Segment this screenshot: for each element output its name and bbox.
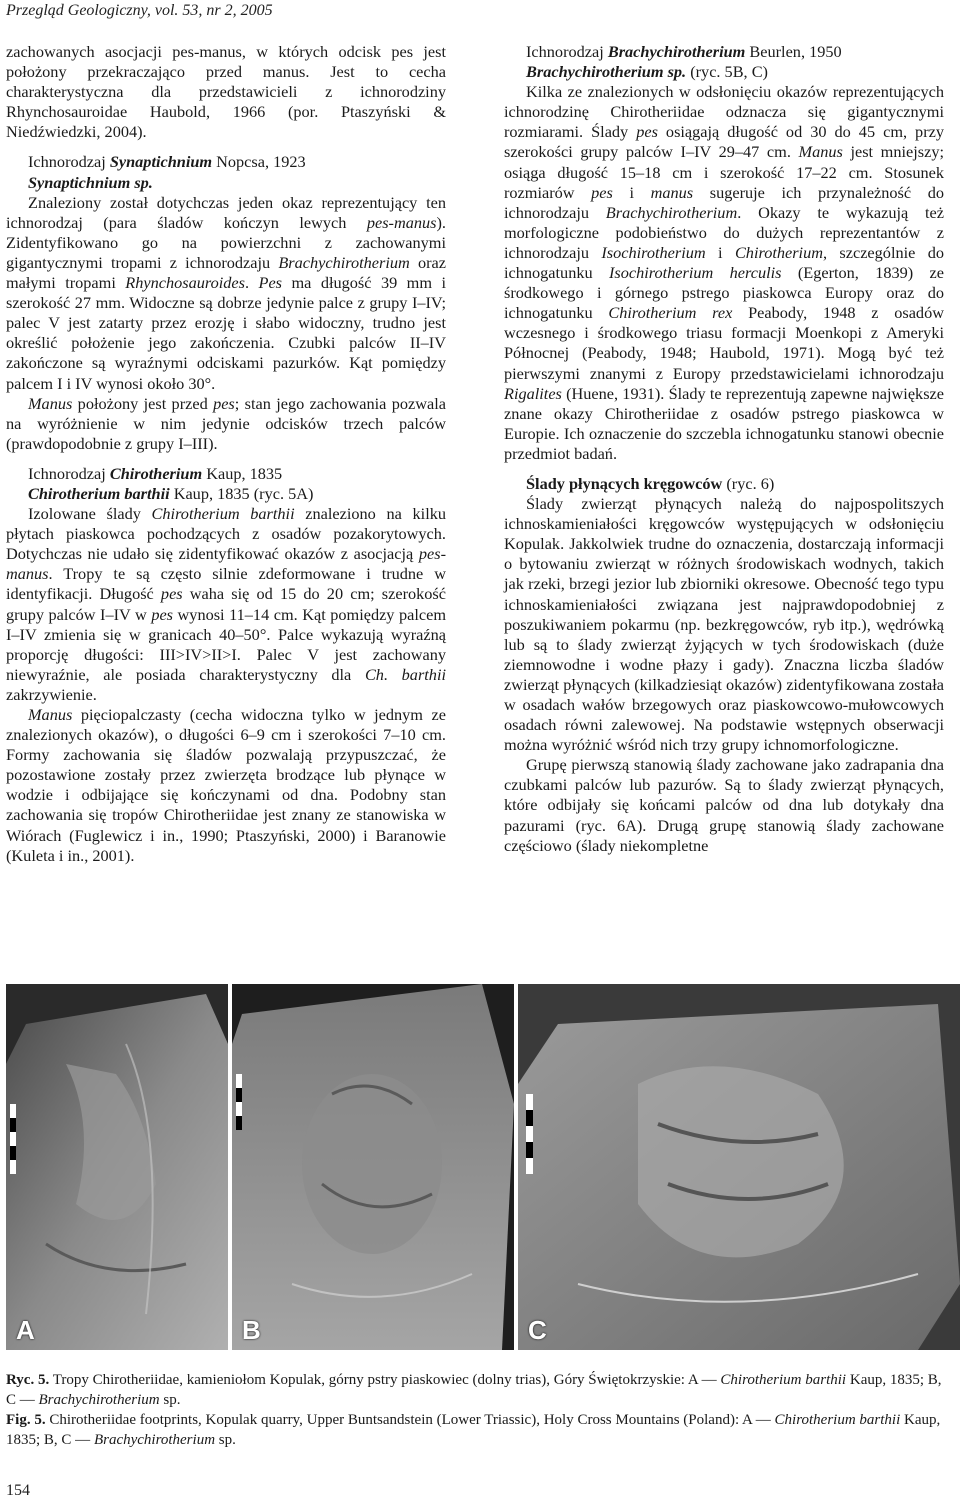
spacer [6, 142, 446, 152]
brachychirotherium-heading: Ichnorodzaj Brachychirotherium Beurlen, 1950 [526, 42, 842, 61]
right-column [504, 42, 944, 856]
swimming-tracks-heading: Ślady płynących kręgowców (ryc. 6) [526, 473, 775, 493]
rock-slab-photo-c [518, 984, 960, 1350]
figure-caption-english: Fig. 5. Chirotheriidae footprints, Kopulak quarry, Upper Buntsandstein (Lower Triassic), Holy Cross Mountains (Poland): A — Chirotherium barthii Kaup, 1835; B, C — Brachychirotherium sp. [6, 1412, 941, 1448]
photo-panel-a [6, 984, 228, 1350]
panel-label-b: B [242, 1315, 261, 1345]
left-paragraph-4: Izolowane ślady Chirotherium barthii znaleziono na kilku płytach piaskowca pochodzących z osadów pozakorytowych. Dotychczas nie udało się zidentyfikować okazów z asocjacją pes-manus. Tropy te są często silnie zdeformowane i trudne w identyfikacji. Długość pes waha się od 15 do 20 cm; szerokość grupy palców I–IV w pes wynosi 11–14 cm. Kąt pomiędzy palcem I–IV zmienia się w granicach 40–50°. Palce wykazują wyraźną proporcję długości: III>IV>II>I. Palec V jest zachowany niewyraźnie, ale posiada charakterystyczny dla Ch. barthii zakrzywienie. [6, 504, 447, 704]
figure-caption-polish: Ryc. 5. Tropy Chirotheriidae, kamieniołom Kopulak, górny pstry piaskowiec (dolny trias), Góry Świętokrzyskie: A — Chirotherium barthii Kaup, 1835; B, C — Brachychirotherium sp. [6, 1372, 942, 1408]
left-column [6, 42, 446, 866]
left-paragraph-1: zachowanych asocjacji pes-manus, w których odcisk pes jest położony przekraczająco przed manus. Jest to cecha charakterystyczna dla przedstawicieli z ichnorodziny Rhynchosauroidae Haubold, 1966 (por. Ptaszyński & Niedźwiedzki, 2004). [6, 42, 446, 142]
spacer [504, 464, 944, 474]
page-number: 154 [6, 1482, 30, 1499]
spacer [6, 454, 446, 464]
right-paragraph-2: Ślady zwierząt płynących należą do najpospolitszych ichnoskamieniałości kręgowców występujących w odsłonięciu Kopulak. Jakkolwiek trudne do oznaczenia, dostarczają informacji o bytowaniu zwierząt w różnych środowiskach wodnych, takich jak rzeki, brzegi jezior lub zbiorniki okresowe. Obecność tego typu ichnoskamieniałości związana jest najprawdopodobniej z poszukiwaniem pokarmu (np. bezkręgowców, ryb itp.), wędrówką lub są to ślady zwierząt żyjących w tych środowiskach (duże ziemnowodne i wodne płazy i gady). Znaczna liczba śladów zwierząt płynących (kilkadziesiąt okazów) zidentyfikowana została w osadach wałów brzegowych oraz piaskowcowo-mułowcowych osadach równi zalewowej. Na podstawie wstępnych obserwacji można wyróżnić wśród nich trzy grupy ichnomorfologiczne. [504, 494, 944, 755]
left-paragraph-3: Manus położony jest przed pes; stan jego zachowania pozwala na wyróżnienie w nim jedynie odcisków trzech palców (prawdopodobnie z grupy I–III). [6, 393, 446, 453]
photo-panel-b [232, 984, 514, 1350]
rock-slab-photo-b [232, 984, 514, 1350]
panel-label-c: C [528, 1315, 547, 1345]
right-paragraph-3: Grupę pierwszą stanowią ślady zachowane jako zadrapania dna czubkami palców lub pazurów. Są to ślady zwierząt płynących, które odbijały się końcami palców od dna lub dotykały dna pazurami (ryc. 6A). Drugą grupę stanowią ślady zachowane częściowo (ślady niekompletne [504, 755, 944, 855]
synaptichnium-heading: Ichnorodzaj Synaptichnium Nopcsa, 1923 [28, 152, 306, 172]
photo-panel-c [518, 984, 960, 1350]
synaptichnium-species: Synaptichnium sp. [28, 172, 153, 192]
rock-slab-photo-a [6, 984, 228, 1350]
chirotherium-species: Chirotherium barthii Kaup, 1835 (ryc. 5A) [28, 483, 314, 503]
running-head: Przegląd Geologiczny, vol. 53, nr 2, 2005 [6, 2, 273, 19]
left-paragraph-5: Manus pięciopalczasty (cecha widoczna tylko w jednym ze znalezionych okazów), o długości 6–9 cm i szerokości 7–10 cm. Formy zachowania się śladów pozwalają przypuszczać, że pozostawione zostały przez zwierzęta brodzące lub płynące w wodzie i odbijające się kończynami od dna. Podobny stan zachowania się tropów Chirotheriidae jest znany ze stanowiska w Wiórach (Fuglewicz i in., 1990; Ptaszyński, 2000) i Baranowie (Kuleta i in., 2001). [6, 705, 446, 865]
left-paragraph-2: Znaleziony został dotychczas jeden okaz reprezentujący ten ichnorodzaj (para śladów kończyn lewych pes-manus). Zidentyfikowano go na powierzchni z zachowanymi gigantycznymi tropami z ichnorodzaju Brachychirotherium oraz małymi tropami Rhynchosauroides. Pes ma długość 39 mm i szerokość 27 mm. Widoczne są dobrze jedynie palce z grupy I–IV; palec V jest zatarty przez erozję i słabo widoczny, trudno jest określić położenie jego zakończenia. Czubki palców II–IV zakończone są wyraźnymi odciskami pazurków. Kąt pomiędzy palcem I i IV wynosi około 30°. [6, 192, 446, 393]
chirotherium-heading: Ichnorodzaj Chirotherium Kaup, 1835 [28, 463, 283, 483]
panel-label-a: A [16, 1315, 35, 1345]
right-paragraph-1: Kilka ze znalezionych w odsłonięciu okazów reprezentujących ichnorodzinę Chirotheriidae odznacza się gigantycznymi rozmiarami. Ślady pes osiągają długość od 30 do 45 cm, przy szerokości grupy palców I–IV 29–47 cm. Manus jest mniejszy; osiąga długość 15–18 cm i szerokość 17–22 cm. Stosunek rozmiarów pes i manus sugeruje ich przynależność do ichnorodzaju Brachychirotherium. Okazy te wykazują też morfologiczne podobieństwo do dużych reprezentantów z ichnorodzaju Isochirotherium i Chirotherium, szczególnie do ichnogatunku Isochirotherium herculis (Egerton, 1839) ze środkowego i górnego pstrego piaskowca Europy oraz do ichnogatunku Chirotherium rex Peabody, 1948 z osadów wczesnego i środkowego triasu formacji Moenkopi z Ameryki Północnej (Peabody, 1948; Haubold, 1971). Mogą być też pierwszymi znanymi z Europy przedstawicielami ichnorodzaju Rigalites (Huene, 1931). Ślady te reprezentują zapewne największe znane okazy Chirotheriidae z osadów pstrego piaskowca w Europie. Ich oznaczenie do szczebla ichnogatunku stanowi obecnie przedmiot badań. [504, 82, 945, 463]
brachychirotherium-species: Brachychirotherium sp. (ryc. 5B, C) [526, 62, 768, 82]
